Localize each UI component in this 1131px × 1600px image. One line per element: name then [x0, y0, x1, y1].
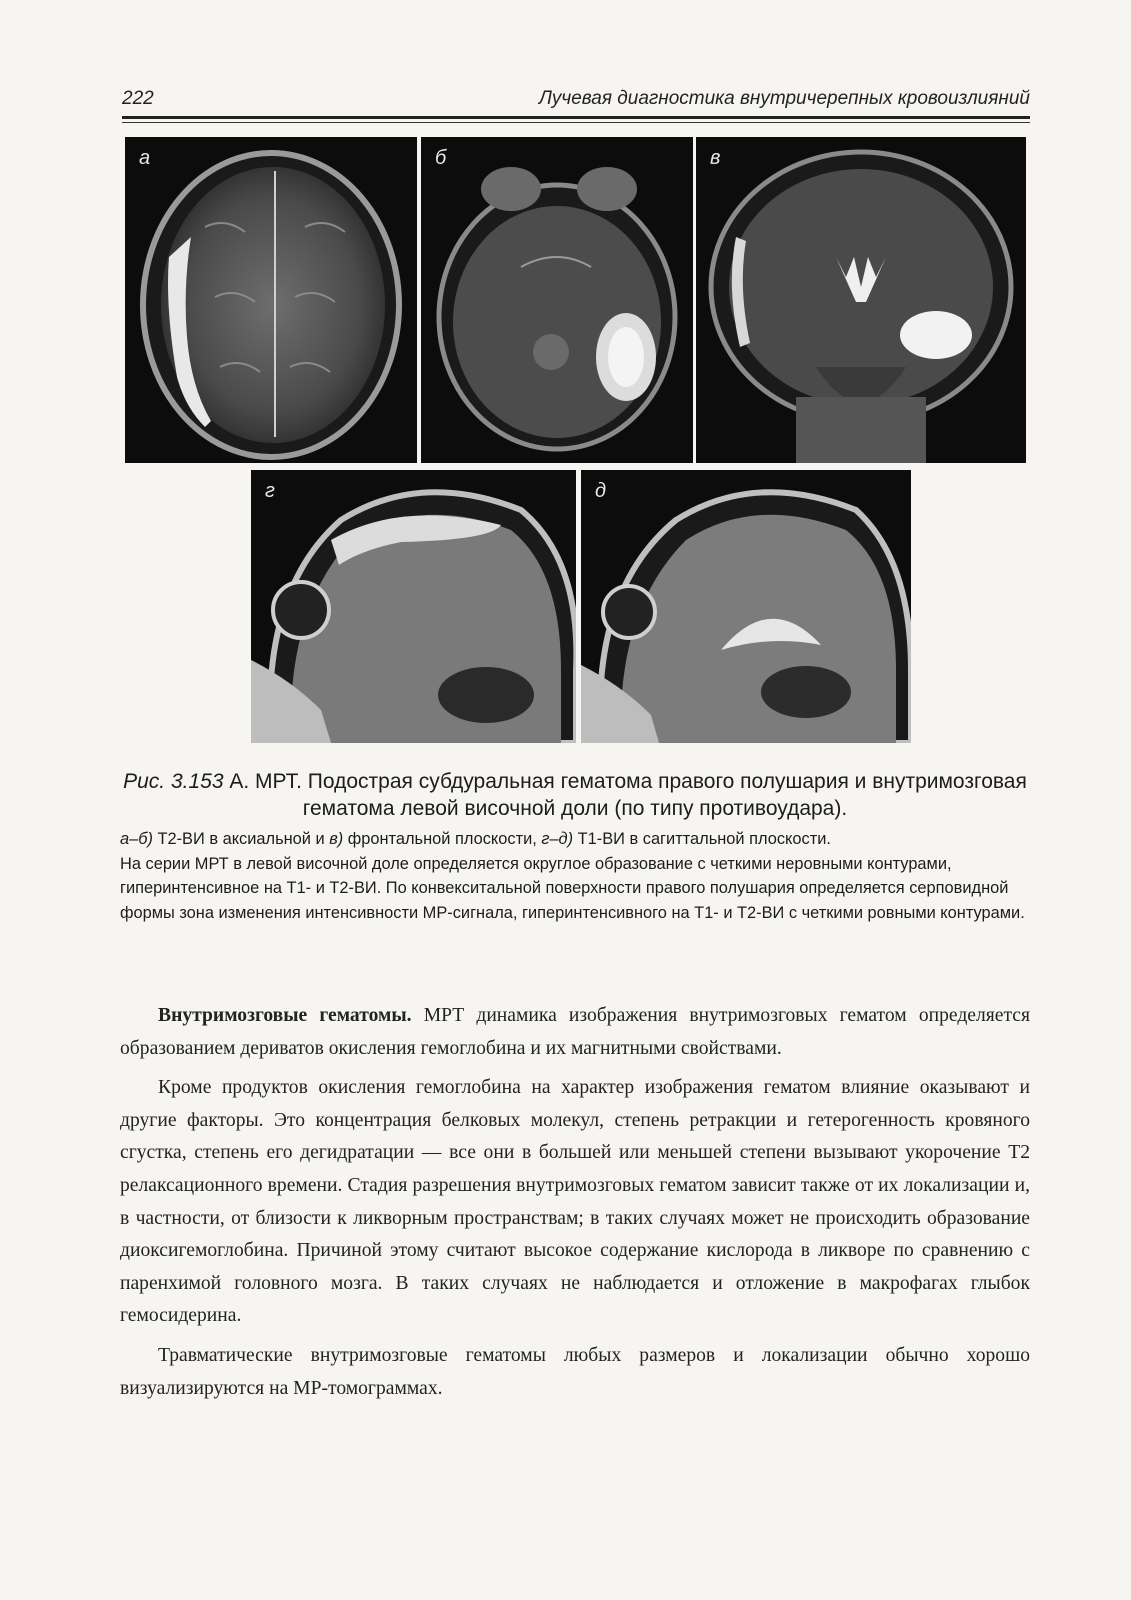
caption-text-1: Т2-ВИ в аксиальной и: [152, 830, 330, 848]
caption-title-text: А. МРТ. Подострая субдуральная гематома правого полушария и внутримозговая гематома левой височной доли (по типу противоудара).: [229, 770, 1027, 820]
mri-axial-t2-lower-illustration: [421, 137, 693, 463]
page-number: 222: [122, 88, 154, 109]
figure-reference: Рис. 3.153: [123, 770, 224, 793]
mri-coronal-t2-illustration: [696, 137, 1026, 463]
mri-image-a: [125, 137, 417, 463]
caption-title: [120, 768, 1030, 822]
panel-letter-c: в: [710, 147, 721, 169]
main-text: [120, 1000, 1030, 1412]
mri-sagittal-t1-illustration: [251, 470, 576, 743]
caption-text-2: фронтальной плоскости,: [343, 830, 542, 848]
caption-label-ab: а–б): [120, 830, 153, 848]
running-head: [122, 84, 1030, 119]
caption-label-gd: г–д): [541, 830, 574, 848]
paragraph-2: Кроме продуктов окисления гемоглобина на характер изображения гематом влияние оказывают и другие факторы. Это концентрация белковых молекул, степень ретракции и гетерогенность кровяного сгустка, степень его дегидратации — все они в большей или меньшей степени вызывают укорочение Т2 релаксационного времени. Стадия разрешения внутримозговых гематом зависит также от их локализации и, в частности, от близости к ликворным пространствам; в таких случаях может не происходить образование диоксигемоглобина. Причиной этому считают высокое содержание кислорода в ликворе по сравнению с паренхимой головного мозга. В таких случаях не наблюдается и отложение в макрофагах глыбок гемосидерина.: [120, 1077, 1030, 1327]
mri-axial-t2-illustration: [125, 137, 417, 463]
caption-label-v: в): [329, 830, 344, 848]
paragraph-1: [120, 1000, 1030, 1065]
paragraph-heading: Внутримозговые гематомы.: [158, 1005, 412, 1026]
panel-letter-e: д: [595, 480, 607, 502]
mri-image-e: [581, 470, 911, 743]
mri-image-b: [421, 137, 693, 463]
caption-description: На серии МРТ в левой височной доле определяется округлое образование с четкими неровными контурами, гиперинтенсивное на Т1- и Т2-ВИ. По конвекситальной поверхности правого полушария определяется серповидной формы зона изменения интенсивности МР-сигнала, гиперинтенсивного на Т1- и Т2-ВИ с четкими ровными контурами.: [120, 854, 1025, 922]
mri-sagittal-t1-hematoma-illustration: [581, 470, 911, 743]
running-title: Лучевая диагностика внутричерепных кровоизлияний: [538, 88, 1030, 109]
panel-letter-a: а: [139, 147, 151, 169]
panel-letter-b: б: [435, 147, 447, 169]
mri-image-d: [251, 470, 576, 743]
panel-letter-d: г: [265, 480, 275, 502]
figure-caption: [120, 768, 1030, 925]
caption-text-3: Т1-ВИ в сагиттальной плоскости.: [573, 830, 831, 848]
caption-body: [120, 827, 1030, 925]
paragraph-1-text: МРТ динамика изображения внутримозговых гематом определяется образованием дериватов окисления гемоглобина и их магнитными свойствами.: [120, 1005, 1030, 1059]
paragraph-3: Травматические внутримозговые гематомы любых размеров и локализации обычно хорошо визуализируются на МР-томограммах.: [120, 1344, 1030, 1399]
mri-image-c: [696, 137, 1026, 463]
